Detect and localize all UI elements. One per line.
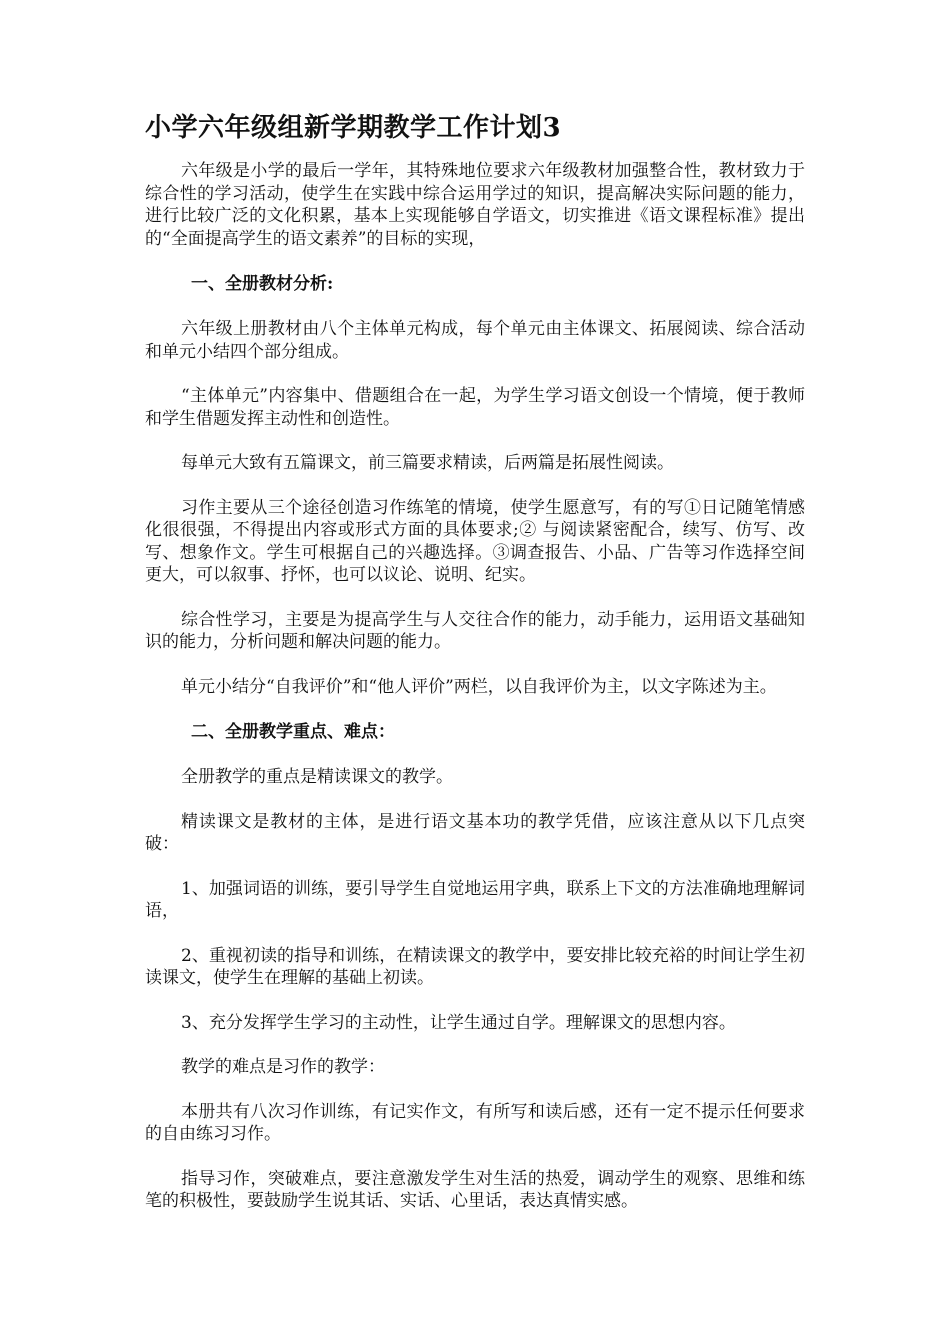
section-1-heading: 一、全册教材分析: (191, 274, 334, 294)
section-2-paragraph: 全册教学的重点是精读课文的教学。 (181, 767, 453, 787)
section-1-paragraph: 六年级上册教材由八个主体单元构成，每个单元由主体课文、拓展阅读、综合活动和单元小结四个部分组成。 (145, 319, 805, 362)
section-2-paragraph: 教学的难点是习作的教学： (181, 1057, 385, 1077)
section-1-paragraph: 综合性学习，主要是为提高学生与人交往合作的能力，动手能力，运用语文基础知识的能力，分析问题和解决问题的能力。 (145, 609, 805, 652)
section-1-paragraph: “主体单元”内容集中、借题组合在一起，为学生学习语文创设一个情境，便于教师和学生借题发挥主动性和创造性。 (145, 386, 805, 429)
section-2-paragraph: 精读课文是教材的主体，是进行语文基本功的教学凭借，应该注意从以下几点突破： (145, 811, 805, 854)
section-2-paragraph: 指导习作，突破难点，要注意激发学生对生活的热爱，调动学生的观察、思维和练笔的积极性，要鼓励学生说其话、实话、心里话，表达真情实感。 (145, 1168, 805, 1211)
section-1-paragraph: 习作主要从三个途径创造习作练笔的情境，使学生愿意写，有的写①日记随笔情感化很很强，不得提出内容或形式方面的具体要求;② 与阅读紧密配合，续写、仿写、改写、想象作文。学生可根据自己的兴趣选择。③调查报告、小品、广告等习作选择空间更大，可以叙事、抒怀，也可以议论、说明、纪实。 (145, 497, 805, 585)
section-2-paragraph: 本册共有八次习作训练，有记实作文，有所写和读后感，还有一定不提示任何要求的自由练习习作。 (145, 1101, 805, 1144)
document-page (145, 108, 805, 1235)
intro-paragraph: 六年级是小学的最后一学年，其特殊地位要求六年级教材加强整合性，教材致力于综合性的学习活动，使学生在实践中综合运用学过的知识，提高解决实际问题的能力，进行比较广泛的文化积累，基本上实现能够自学语文，切实推进《语文课程标准》提出的“全面提高学生的语文素养”的目标的实现， (145, 161, 805, 249)
section-2-heading: 二、全册教学重点、难点： (191, 722, 395, 742)
document-title: 小学六年级组新学期教学工作计划3 (145, 113, 562, 143)
section-1-paragraph: 每单元大致有五篇课文，前三篇要求精读，后两篇是拓展性阅读。 (181, 453, 674, 473)
section-2-paragraph: 3、充分发挥学生学习的主动性，让学生通过自学。理解课文的思想内容。 (181, 1012, 736, 1033)
section-2-paragraph: 1、加强词语的训练，要引导学生自觉地运用字典，联系上下文的方法准确地理解词语， (145, 878, 805, 921)
section-1-paragraph: 单元小结分“自我评价”和“他人评价”两栏，以自我评价为主，以文字陈述为主。 (181, 676, 777, 697)
section-2-paragraph: 2、重视初读的指导和训练，在精读课文的教学中，要安排比较充裕的时间让学生初读课文，使学生在理解的基础上初读。 (145, 945, 805, 988)
